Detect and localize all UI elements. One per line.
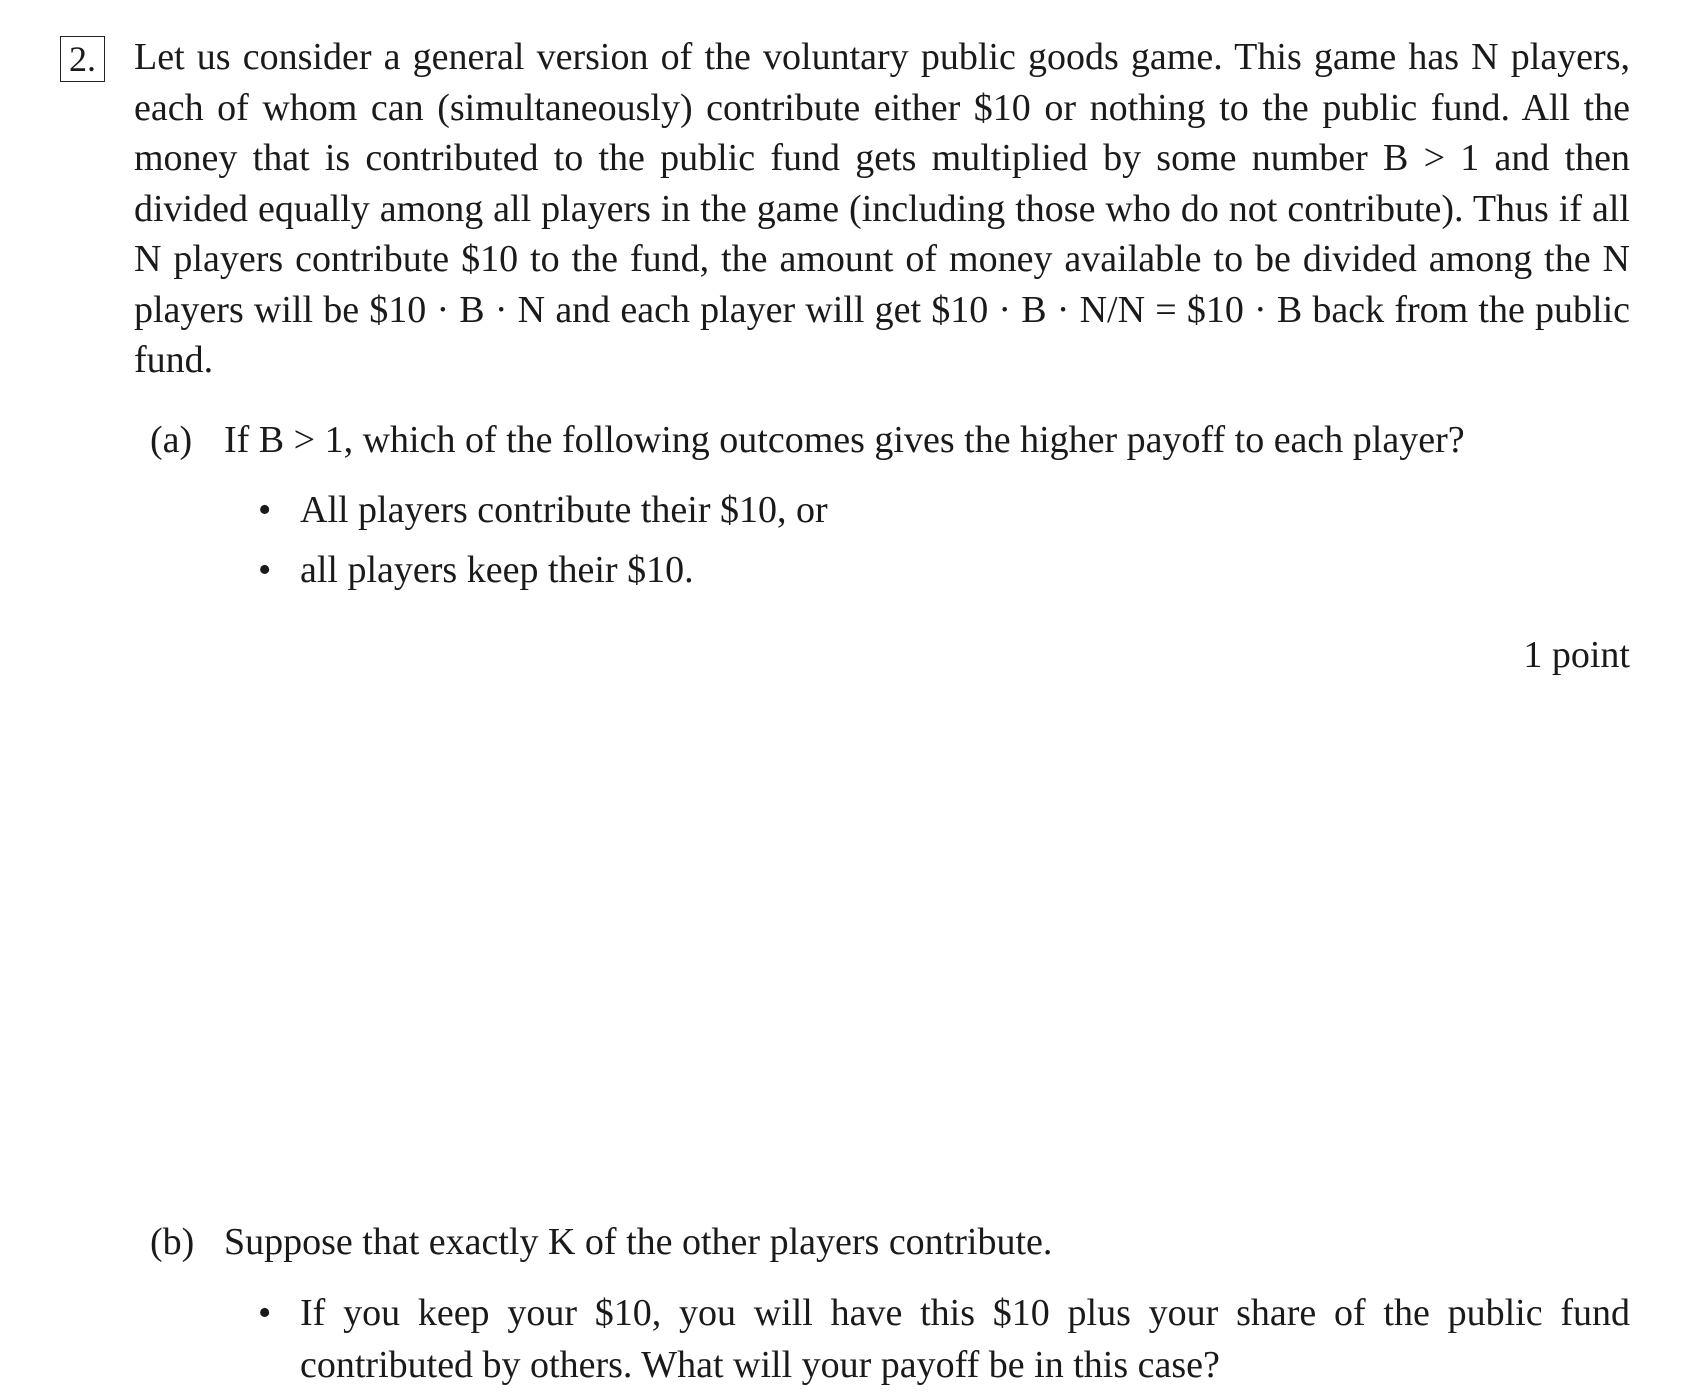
part-b-label: (b): [150, 1221, 195, 1263]
part-b-question: [150, 1217, 1630, 1267]
part-a-options: [258, 484, 1630, 604]
problem-number-box: 2.: [60, 36, 105, 82]
problem-text: Let us consider a general version of the voluntary public goods game. This game has N players, each of whom can (simultaneously) contribute either $10 or nothing to the public fund. All the money that is contributed to the public fund gets multiplied by some number B > 1 and then divided equally among all players in the game (including those who do not contribute). Thus if all N players contribute $10 to the fund, the amount of money available to be divided among the N players will be $10 · B · N and each player will get $10 · B · N/N = $10 · B back from the public fund.: [134, 36, 1630, 381]
points-label: 1 point: [1523, 634, 1630, 676]
part-b-question-text: Suppose that exactly K of the other players contribute.: [224, 1221, 1053, 1263]
part-a-label: (a): [150, 419, 193, 461]
option-text: All players contribute their $10, or: [300, 489, 828, 531]
list-item: [258, 484, 1630, 536]
part-b-items: [258, 1287, 1630, 1399]
bullet-icon: •: [258, 1292, 272, 1334]
problem-statement: [60, 32, 1630, 386]
list-item: [258, 544, 1630, 596]
part-a-question-text: If B > 1, which of the following outcomes gives the higher payoff to each player?: [224, 419, 1465, 461]
item-text: If you keep your $10, you will have this $10 plus your share of the public fund contributed by others. What will your payoff be in this case?: [300, 1292, 1630, 1386]
option-text: all players keep their $10.: [300, 549, 694, 591]
part-a-question: [150, 415, 1630, 465]
bullet-icon: •: [258, 489, 272, 531]
bullet-icon: •: [258, 549, 272, 591]
list-item: [258, 1287, 1630, 1391]
